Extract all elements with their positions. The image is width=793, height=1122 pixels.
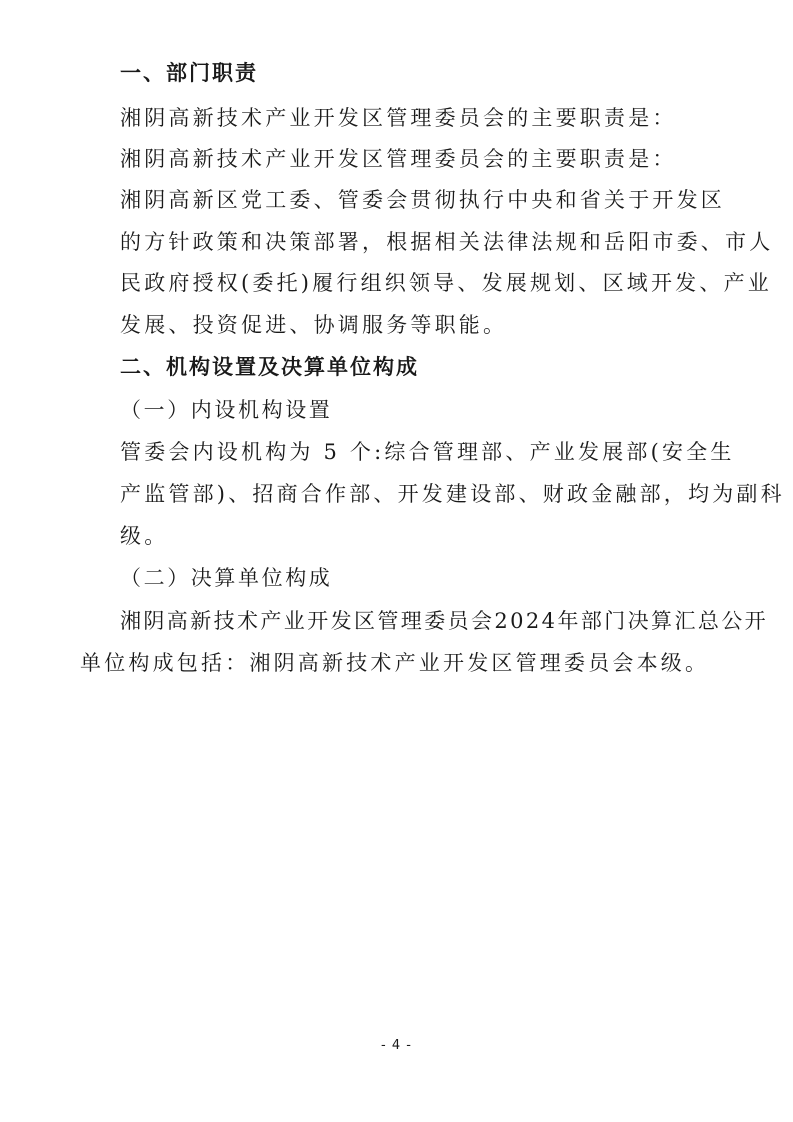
paragraph-line: 湘阴高新区党工委、管委会贯彻执行中央和省关于开发区 [120, 188, 725, 212]
paragraph-line: 发展、投资促进、协调服务等职能。 [120, 313, 508, 337]
paragraph-line: 管委会内设机构为 5 个:综合管理部、产业发展部(安全生 [120, 440, 735, 464]
paragraph-line: 湘阴高新技术产业开发区管理委员会的主要职责是： [120, 106, 677, 130]
paragraph-line: 产监管部)、招商合作部、开发建设部、财政金融部，均为副科 [120, 482, 785, 506]
section-heading-department-duties: 一、部门职责 [120, 61, 258, 85]
paragraph-line: 湘阴高新技术产业开发区管理委员会的主要职责是： [120, 147, 677, 171]
paragraph-line: 单位构成包括：湘阴高新技术产业开发区管理委员会本级。 [80, 651, 710, 675]
subsection-title-internal-structure: （一）内设机构设置 [120, 398, 333, 422]
paragraph-line: 湘阴高新技术产业开发区管理委员会2024年部门决算汇总公开 [120, 609, 769, 633]
paragraph-line: 级。 [120, 524, 169, 548]
section-heading-organization: 二、机构设置及决算单位构成 [120, 355, 419, 379]
paragraph-line: 的方针政策和决策部署，根据相关法律法规和岳阳市委、市人 [120, 230, 774, 254]
paragraph-line: 民政府授权(委托)履行组织领导、发展规划、区域开发、产业 [120, 271, 772, 295]
page-number: - 4 - [381, 1038, 412, 1053]
subsection-title-budget-units: （二）决算单位构成 [120, 566, 333, 590]
